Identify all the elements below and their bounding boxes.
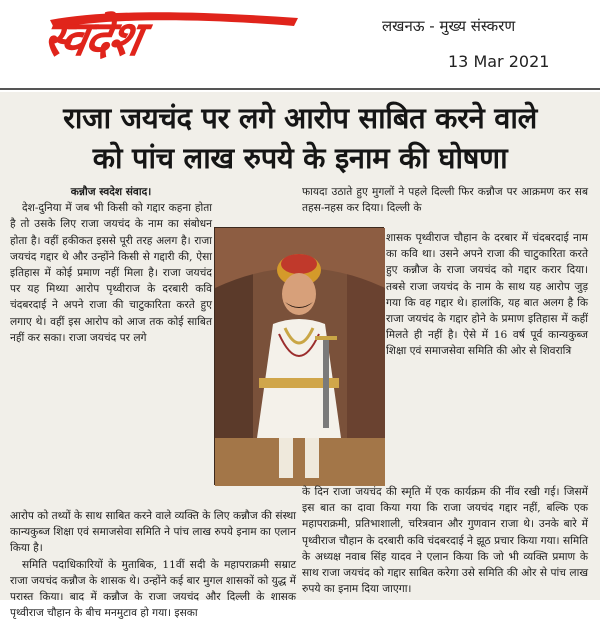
left-column-top: [10, 184, 212, 346]
masthead: [0, 0, 600, 86]
publication-date: 13 Mar 2021: [448, 52, 550, 71]
headline: [6, 98, 594, 178]
paragraph: समिति पदाधिकारियों के मुताबिक, 11वीं सदी के महापराक्रमी सम्राट राजा जयचंद कन्नौज के शासक थे। उन्होंने कई बार मुगल शासकों को युद्ध में परास्त किया। बाद में कन्नौज के राजा जयचंद और दिल्ली के शासक पृथ्वीराज चौहान के बीच मनमुटाव हो गया। इसका: [10, 558, 296, 620]
dateline: कन्नौज स्वदेश संवाद।: [70, 186, 152, 198]
masthead-divider: [0, 88, 600, 90]
paragraph: शासक पृथ्वीराज चौहान के दरबार में चंदबरदाई नाम का कवि था। उसने अपने राजा की चाटुकारिता करते हुए कन्नौज के राजा जयचंद को गद्दार करार दिया। तबसे राजा जयचंद के नाम के साथ यह आरोप जुड़ गया कि वह गद्दार थे। हालांकि, यह बात अलग है कि राजा जयचंद के गद्दार होने के प्रमाण इतिहास में कहीं मिलते ही नहीं है। ऐसे में 16 वर्ष पूर्व कान्यकुब्ज शिक्षा एवं समाजसेवा समिति की ओर से शिवरात्रि: [386, 232, 588, 358]
raja-jaichand-portrait: [214, 227, 384, 485]
headline-line-2: को पांच लाख रुपये के इनाम की घोषणा: [92, 141, 508, 175]
paragraph: आरोप को तथ्यों के साथ साबित करने वाले व्यक्ति के लिए कन्नौज की संस्था कान्यकुब्ज शिक्षा एवं समाजसेवा समिति ने पांच लाख रुपये इनाम का एलान किया है।: [10, 510, 296, 555]
right-column-middle: [386, 230, 588, 360]
newspaper-clipping: [0, 92, 600, 620]
paragraph: फायदा उठाते हुए मुगलों ने पहले दिल्ली फिर कन्नौज पर आक्रमण कर सब तहस-नहस कर दिया। दिल्ली के: [302, 186, 588, 215]
paragraph: के दिन राजा जयचंद की स्मृति में एक कार्यक्रम की नींव रखी गई। जिसमें इस बात का दावा किया गया कि राजा जयचंद गद्दार नहीं, बल्कि एक महापराक्रमी, प्रतिभाशाली, चरित्रवान और गुणवान राजा थे। उनके बारे में पृथ्वीराज चौहान के दरबारी कवि चंदबरदाई ने झूठ प्रचार किया गया। समिति के अध्यक्ष नवाब सिंह यादव ने एलान किया कि जो भी व्यक्ति प्रमाण के साथ राजा जयचंद को गद्दार साबित करेगा उसे समिति की ओर से पांच लाख रुपये का इनाम दिया जाएगा।: [302, 486, 588, 596]
portrait-image: [215, 228, 385, 486]
headline-line-1: राजा जयचंद पर लगे आरोप साबित करने वाले: [63, 101, 537, 135]
newspaper-logo: स्वदेश: [39, 11, 145, 67]
left-column-bottom: [10, 508, 296, 621]
paragraph: देश-दुनिया में जब भी किसी को गद्दार कहना होता है तो उसके लिए राजा जयचंद के नाम का संबोधन होता है। वहीं हकीकत इससे पूरी तरह अलग है। राजा जयचंद गद्दार थे और उन्होंने किसी से गद्दारी की, ऐसा इतिहास में कोई प्रमाण नहीं मिला है। राजा जयचंद पर यह मिथ्या आरोप पृथ्वीराज के दरबारी कवि चंदबरदाई ने अपने राजा की चाटुकारिता करते हुए लगाए थे। वहीं इस आरोप को आज तक कोई साबित नहीं कर सका। राजा जयचंद पर लगे: [10, 202, 212, 344]
right-column-top: [302, 184, 588, 216]
edition-label: लखनऊ - मुख्य संस्करण: [382, 17, 516, 35]
right-column-bottom: [302, 484, 588, 597]
